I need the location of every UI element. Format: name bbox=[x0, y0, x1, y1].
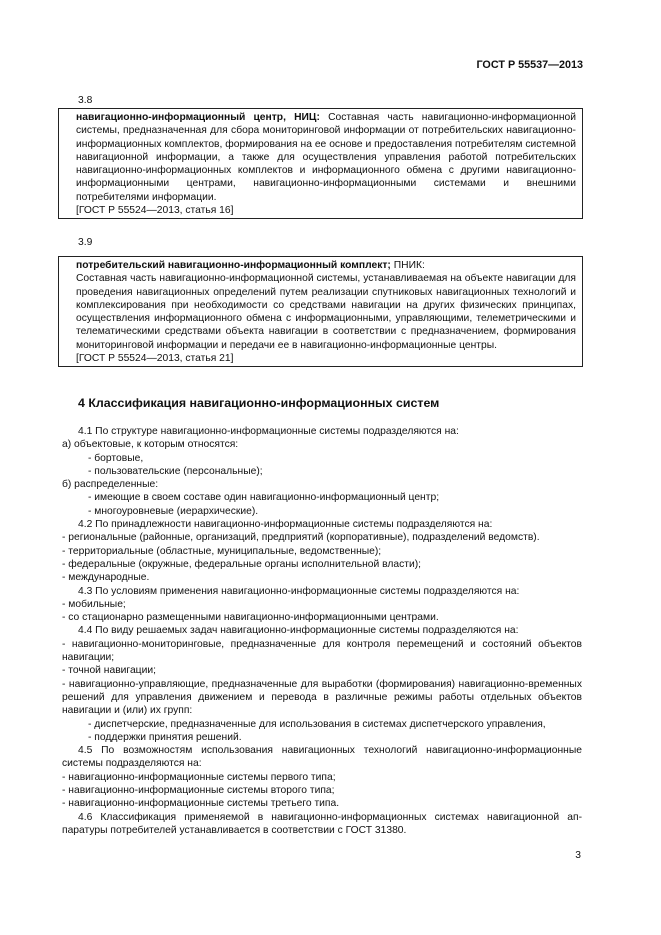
body-paragraph: - мобильные; bbox=[62, 598, 126, 610]
body-paragraph: 4.1 По структуре навигационно-информационные системы подразделяются на: bbox=[78, 426, 459, 437]
definition-source: [ГОСТ Р 55524—2013, статья 16] bbox=[76, 205, 234, 217]
definition-box bbox=[58, 108, 583, 219]
definition-number: 3.9 bbox=[78, 237, 93, 248]
definition-text: Составная часть навигационно-информационной системы, устанавливаемая на объекте навигации для проведения навигационных определений путем реализации спутниковых навигационных технологий и комплексирования при необходимости со средствами навигации на других физических принципах, осуществления информационного обмена с информационными, управляющими, телеметрическими и телематическими средствами объекта навигации в соответствии с предназначением, формирования мониторинговой информации и передачи ее в навигационно-информационные центры. bbox=[76, 273, 576, 351]
section-body bbox=[62, 425, 582, 837]
body-paragraph: - поддержки принятия решений. bbox=[88, 731, 242, 743]
definition-term: потребительский навигационно-информационный комплект; bbox=[76, 260, 391, 271]
definition-source: [ГОСТ Р 55524—2013, статья 21] bbox=[76, 353, 234, 365]
body-paragraph: - федеральные (окружные, федеральные органы исполнительной власти); bbox=[62, 558, 422, 570]
section-heading: 4 Классификация навигационно-информационных систем bbox=[78, 396, 440, 410]
body-paragraph: - диспетчерские, предназначенные для использования в системах диспетчерского управления, bbox=[88, 718, 546, 730]
body-paragraph: - международные. bbox=[62, 572, 150, 584]
body-paragraph: - имеющие в своем составе один навигационно-информационный центр; bbox=[88, 492, 440, 504]
definition-term: навигационно-информационный центр, НИЦ: bbox=[76, 112, 320, 123]
page-number: 3 bbox=[575, 850, 581, 861]
body-paragraph: - со стационарно размещенными навигационно-информационными центрами. bbox=[62, 612, 439, 624]
body-paragraph: - навигационно-мониторинговые, предназначенные для контроля перемещений и состояний объектов навигации; bbox=[62, 638, 582, 664]
body-paragraph: 4.2 По принадлежности навигационно-информационные системы подразделяются на: bbox=[78, 519, 493, 531]
body-paragraph: 4.6 Классификация применяемой в навигационно-информационных системах навигационной аппаратуры потребителей устанавливается в соответствии с ГОСТ 31380. bbox=[62, 811, 582, 836]
definition-box bbox=[58, 256, 583, 367]
body-paragraph: - точной навигации; bbox=[62, 665, 156, 677]
definition-heading: потребительский навигационно-информационный комплект; ПНИК: bbox=[76, 260, 425, 271]
body-paragraph: - навигационно-информационные системы второго типа; bbox=[62, 785, 335, 797]
body-paragraph: - навигационно-управляющие, предназначенные для выработки (формирования) навигационно-временных решений для управления движением и перевода в различные режимы работы отдельных объектов навигации и (или) их групп: bbox=[62, 678, 582, 717]
body-paragraph: 4.5 По возможностям использования навигационных технологий навигационно-информационные системы подразделяются на: bbox=[62, 745, 582, 770]
body-paragraph: - территориальные (областные, муниципальные, ведомственные); bbox=[62, 545, 382, 557]
body-paragraph: 4.4 По виду решаемых задач навигационно-информационные системы подразделяются на: bbox=[78, 625, 519, 637]
body-paragraph: а) объектовые, к которым относятся: bbox=[62, 439, 239, 451]
body-paragraph: - навигационно-информационные системы третьего типа. bbox=[62, 798, 340, 810]
body-paragraph: 4.3 По условиям применения навигационно-информационные системы подразделяются на: bbox=[78, 585, 520, 597]
definition-number: 3.8 bbox=[78, 95, 93, 106]
body-paragraph: - региональные (районные, организаций, предприятий (корпоративные), подразделений ведомств). bbox=[62, 532, 540, 544]
body-paragraph: - бортовые, bbox=[88, 452, 144, 464]
body-paragraph: б) распределенные: bbox=[62, 479, 159, 491]
definition-text: навигационно-информационный центр, НИЦ: Составная часть навигационно-информационной системы, предназначенная для сбора мониторинговой информации от потребительских навигационно-информационных комплектов, формирования на ее основе и предоставления потребителям системной навигационной информации, а также для осуществления управления работой потребительских навигационно-информационных комплектов и информационного обмена с другими навигационно-информационными центрами, навигационно-информационными системами и внешними потребителями информации. bbox=[76, 112, 576, 203]
body-paragraph: - навигационно-информационные системы первого типа; bbox=[62, 771, 336, 783]
document-id: ГОСТ Р 55537—2013 bbox=[476, 59, 583, 71]
body-paragraph: - пользовательские (персональные); bbox=[88, 465, 263, 477]
body-paragraph: - многоуровневые (иерархические). bbox=[88, 505, 259, 517]
